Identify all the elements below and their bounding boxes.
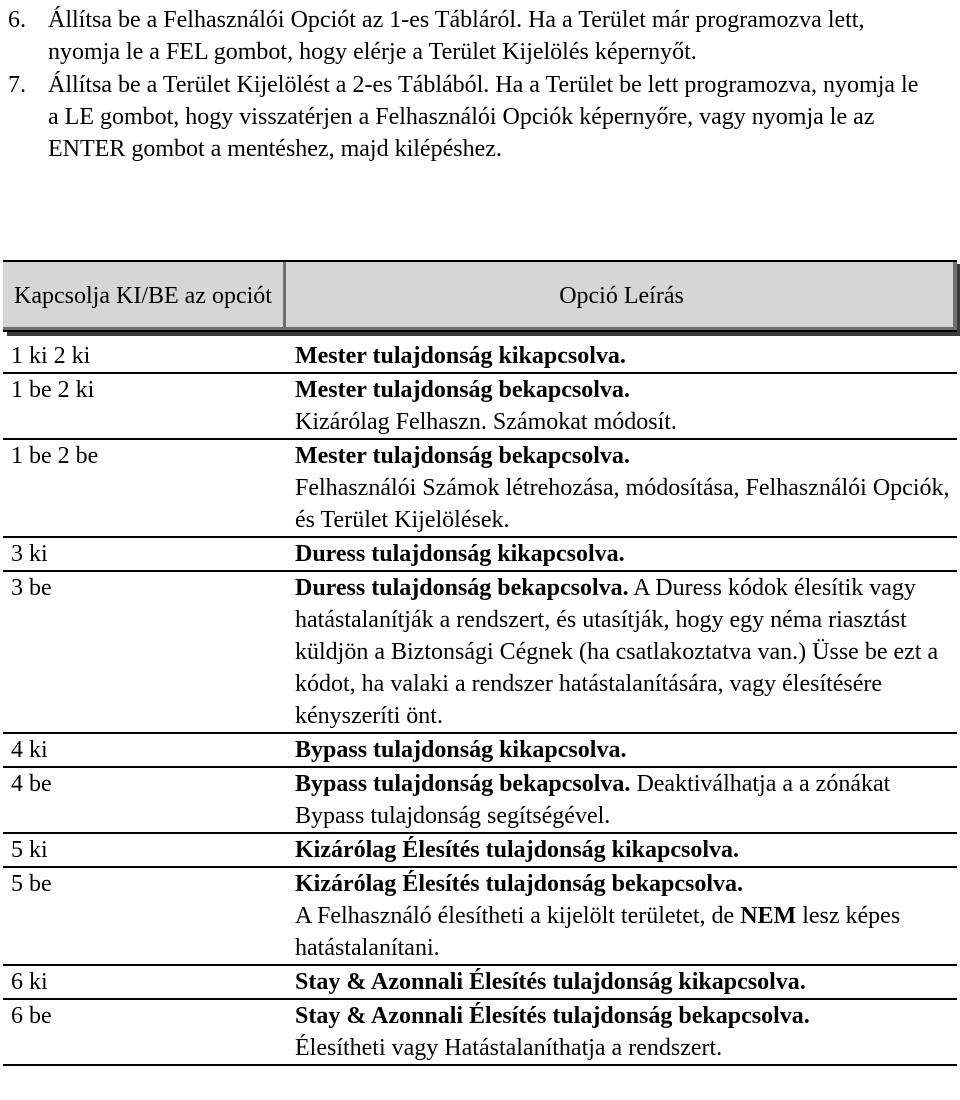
- option-description-cell: [295, 966, 957, 998]
- option-detail-text: A Felhasználó élesítheti a kijelölt területet, de: [295, 903, 735, 929]
- table-row: [3, 374, 957, 440]
- table-row: [3, 834, 957, 868]
- step-number: 7.: [8, 72, 26, 98]
- table-row: [3, 538, 957, 572]
- option-detail-text: lesz képes hatástalanítani.: [295, 903, 901, 961]
- option-description-cell: [295, 374, 957, 438]
- option-description-cell: [295, 1000, 957, 1064]
- user-options-table: [3, 260, 957, 1066]
- option-toggle-cell: 6 ki: [11, 969, 48, 995]
- option-description-cell: [295, 340, 957, 372]
- option-status-text: Mester tulajdonság bekapcsolva.: [295, 443, 630, 469]
- header-option-description: Opció Leírás: [559, 283, 684, 309]
- option-status-text: Stay & Azonnali Élesítés tulajdonság bekapcsolva.: [295, 1003, 810, 1029]
- option-detail-text: Deaktiválhatja a a zónákat Bypass tulajdonság segítségével.: [295, 771, 891, 829]
- step-text: Állítsa be a Felhasználói Opciót az 1-es Tábláról. Ha a Terület már programozva lett, nyomja le a FEL gombot, hogy elérje a Terület Kijelölés képernyőt.: [48, 7, 865, 65]
- option-status-text: Bypass tulajdonság bekapcsolva.: [295, 771, 631, 797]
- table-row: [3, 1000, 957, 1066]
- step-number: 6.: [8, 7, 26, 33]
- option-description-cell: [295, 572, 957, 732]
- instruction-step: [0, 69, 960, 165]
- table-row: [3, 340, 957, 374]
- option-description-cell: [295, 768, 957, 832]
- option-detail-text: A Duress kódok élesítik vagy hatástalanítják a rendszert, és utasítják, hogy egy néma riasztást küldjön a Biztonsági Cégnek (ha csatlakoztatva van.) Üsse be ezt a kódot, ha valaki a rendszer hatástalanítására, vagy élesítésére kényszeríti önt.: [295, 575, 939, 729]
- table-row: [3, 768, 957, 834]
- option-toggle-cell: 5 ki: [11, 837, 48, 863]
- option-status-text: Kizárólag Élesítés tulajdonság kikapcsolva.: [295, 837, 740, 863]
- instruction-step: [0, 4, 960, 68]
- table-body: [3, 332, 957, 1066]
- table-row: [3, 868, 957, 966]
- option-toggle-cell: 1 be 2 ki: [11, 377, 95, 403]
- step-text: Állítsa be a Terület Kijelölést a 2-es Táblából. Ha a Terület be lett programozva, nyomja le a LE gombot, hogy visszatérjen a Felhasználói Opciók képernyőre, vagy nyomja le az ENTER gombot a mentéshez, majd kilépéshez.: [48, 72, 919, 162]
- option-status-text: Mester tulajdonság kikapcsolva.: [295, 343, 626, 369]
- option-detail-text: Kizárólag Felhaszn. Számokat módosít.: [295, 409, 677, 435]
- option-toggle-cell: 1 ki 2 ki: [11, 343, 91, 369]
- table-row: [3, 966, 957, 1000]
- option-detail-text: Felhasználói Számok létrehozása, módosítása, Felhasználói Opciók, és Terület Kijelölések.: [295, 475, 950, 533]
- option-toggle-cell: 4 ki: [11, 737, 48, 763]
- option-toggle-cell: 3 be: [11, 575, 52, 601]
- option-status-text: Mester tulajdonság bekapcsolva.: [295, 377, 630, 403]
- option-status-text: Duress tulajdonság bekapcsolva.: [295, 575, 629, 601]
- option-toggle-cell: 1 be 2 be: [11, 443, 99, 469]
- option-status-text: Stay & Azonnali Élesítés tulajdonság kikapcsolva.: [295, 969, 806, 995]
- option-description-cell: [295, 834, 957, 866]
- header-toggle-option: Kapcsolja KI/BE az opciót: [3, 262, 286, 330]
- table-row: [3, 572, 957, 734]
- option-detail-text: Élesítheti vagy Hatástalaníthatja a rendszert.: [295, 1035, 723, 1061]
- table-row: [3, 734, 957, 768]
- instruction-list: [0, 4, 960, 165]
- table-row: [3, 440, 957, 538]
- option-status-text: Kizárólag Élesítés tulajdonság bekapcsolva.: [295, 871, 744, 897]
- option-emphasis-text: NEM: [740, 903, 797, 929]
- option-description-cell: [295, 868, 957, 964]
- option-status-text: Bypass tulajdonság kikapcsolva.: [295, 737, 627, 763]
- option-toggle-cell: 5 be: [11, 871, 52, 897]
- option-description-cell: [295, 440, 957, 536]
- option-description-cell: [295, 538, 957, 570]
- option-toggle-cell: 4 be: [11, 771, 52, 797]
- option-status-text: Duress tulajdonság kikapcsolva.: [295, 541, 625, 567]
- table-header: [3, 260, 957, 332]
- option-toggle-cell: 6 be: [11, 1003, 52, 1029]
- option-toggle-cell: 3 ki: [11, 541, 48, 567]
- option-description-cell: [295, 734, 957, 766]
